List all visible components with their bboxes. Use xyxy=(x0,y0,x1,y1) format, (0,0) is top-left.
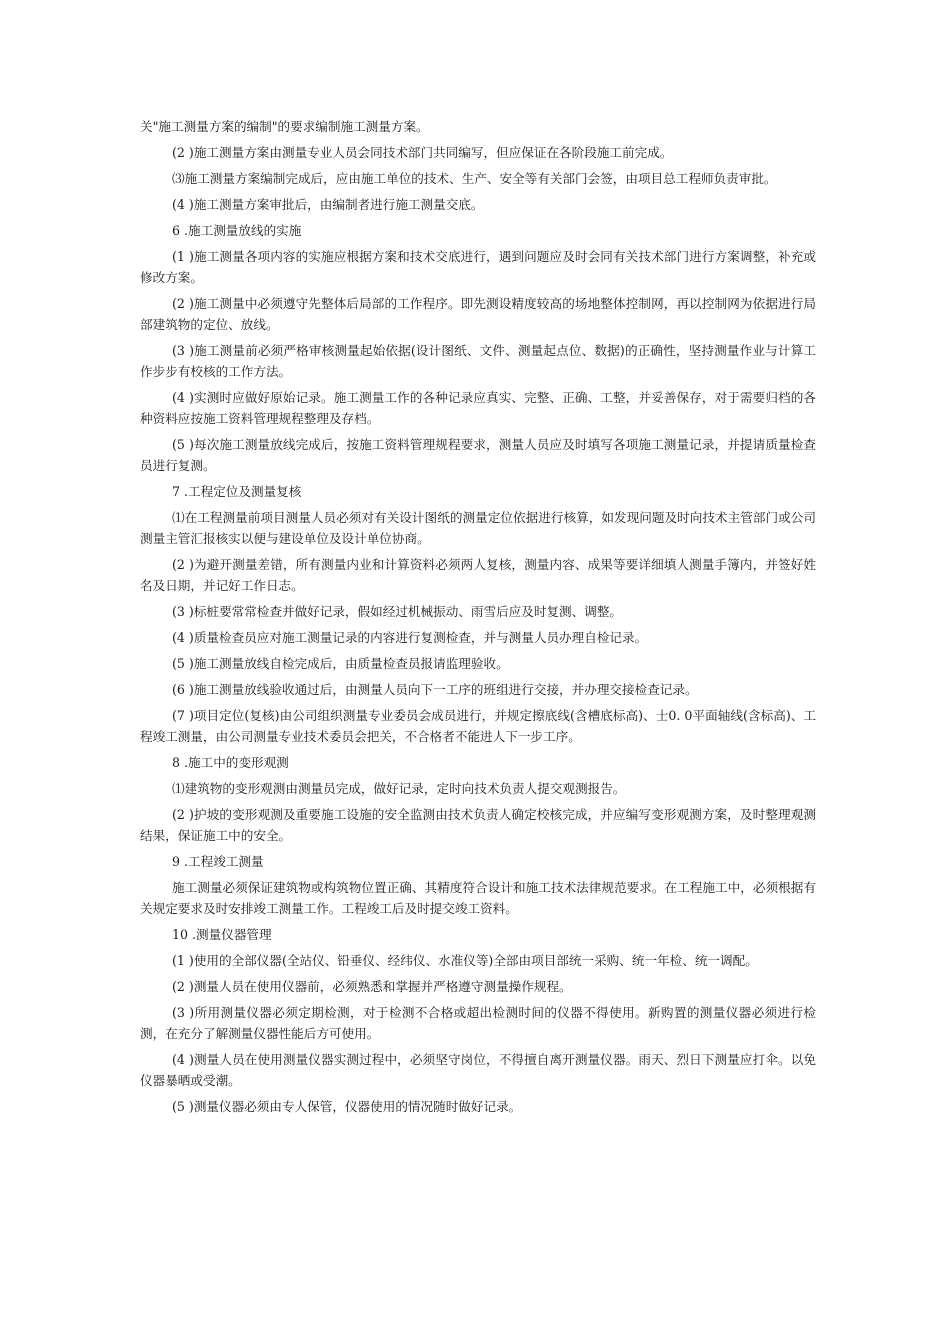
paragraph: 9 .工程竣工测量 xyxy=(172,854,264,869)
paragraph: (4 )测量人员在使用测量仪器实测过程中，必须坚守岗位，不得擅自离开测量仪器。雨天、烈日下测量应打伞。以免仪器暴晒或受潮。 xyxy=(140,1052,816,1088)
paragraph: ⑴建筑物的变形观测由测量员完成，做好记录，定时向技术负责人提交观测报告。 xyxy=(172,781,626,796)
paragraph: (2 )护坡的变形观测及重要施工设施的安全监测由技术负责人确定校核完成，并应编写变形观测方案，及时整理观测结果，保证施工中的安全。 xyxy=(140,807,816,843)
paragraph: 7 .工程定位及测量复核 xyxy=(172,484,302,499)
paragraph: (3 )所用测量仪器必须定期检测，对于检测不合格或超出检测时间的仪器不得使用。新购置的测量仪器必须进行检测，在充分了解测量仪器性能后方可使用。 xyxy=(140,1005,816,1041)
paragraph: (4 )质量检查员应对施工测量记录的内容进行复测检查，并与测量人员办理自检记录。 xyxy=(172,630,648,645)
paragraph: (4 )施工测量方案审批后，由编制者进行施工测量交底。 xyxy=(172,197,484,212)
paragraph: (5 )施工测量放线自检完成后，由质量检查员报请监理验收。 xyxy=(172,656,509,671)
paragraph: 6 .施工测量放线的实施 xyxy=(172,223,302,238)
paragraph: (4 )实测时应做好原始记录。施工测量工作的各种记录应真实、完整、正确、工整，并妥善保存，对于需要归档的各种资料应按施工资料管理规程整理及存档。 xyxy=(140,390,816,426)
paragraph: (2 )测量人员在使用仪器前，必须熟悉和掌握并严格遵守测量操作规程。 xyxy=(172,979,572,994)
paragraph: 10 .测量仪器管理 xyxy=(172,927,272,942)
paragraph: (5 )每次施工测量放线完成后，按施工资料管理规程要求，测量人员应及时填写各项施工测量记录，并提请质量检查员进行复测。 xyxy=(140,437,816,473)
paragraph: (2 )施工测量方案由测量专业人员会同技术部门共同编写，但应保证在各阶段施工前完成。 xyxy=(172,145,673,160)
paragraph: (1 )施工测量各项内容的实施应根据方案和技术交底进行，遇到问题应及时会同有关技术部门进行方案调整，补充或修改方案。 xyxy=(140,249,816,285)
paragraph: ⑴在工程测量前项目测量人员必须对有关设计图纸的测量定位依据进行核算，如发现问题及时向技术主管部门或公司测量主管汇报核实以便与建设单位及设计单位协商。 xyxy=(140,510,816,546)
paragraph: (7 )项目定位(复核)由公司组织测量专业委员会成员进行，并规定擦底线(含槽底标高)、士0. 0平面轴线(含标高)、工程竣工测量，由公司测量专业技术委员会把关，不合格者不能进人下一步工序。 xyxy=(140,708,816,744)
paragraph: (2 )施工测量中必须遵守先整体后局部的工作程序。即先测设精度较高的场地整体控制网，再以控制网为依据进行局部建筑物的定位、放线。 xyxy=(140,296,816,332)
paragraph: (2 )为避开测量差错，所有测量内业和计算资料必须两人复核，测量内容、成果等要详细填人测量手簿内，并签好姓名及日期，并记好工作日志。 xyxy=(140,557,816,593)
paragraph: (6 )施工测量放线验收通过后，由测量人员向下一工序的班组进行交接，并办理交接检查记录。 xyxy=(172,682,698,697)
paragraph: (3 )施工测量前必须严格审核测量起始依据(设计图纸、文件、测量起点位、数据)的正确性，坚持测量作业与计算工作步步有校核的工作方法。 xyxy=(140,343,816,379)
paragraph: (5 )测量仪器必须由专人保管，仪器使用的情况随时做好记录。 xyxy=(172,1099,522,1114)
paragraph: 关"施工测量方案的编制"的要求编制施工测量方案。 xyxy=(140,119,429,134)
paragraph: (1 )使用的全部仪器(全站仪、铅垂仪、经纬仪、水准仪等)全部由项目部统一采购、统一年检、统一调配。 xyxy=(172,953,758,968)
paragraph: ⑶施工测量方案编制完成后，应由施工单位的技术、生产、安全等有关部门会签，由项目总工程师负责审批。 xyxy=(172,171,777,186)
paragraph: 施工测量必须保证建筑物或构筑物位置正确、其精度符合设计和施工技术法律规范要求。在工程施工中，必须根据有关规定要求及时安排竣工测量工作。工程竣工后及时提交竣工资料。 xyxy=(140,880,816,916)
document-body xyxy=(140,116,816,1117)
paragraph: 8 .施工中的变形观测 xyxy=(172,755,289,770)
paragraph: (3 )标桩要常常检查并做好记录，假如经过机械振动、雨雪后应及时复测、调整。 xyxy=(172,604,623,619)
